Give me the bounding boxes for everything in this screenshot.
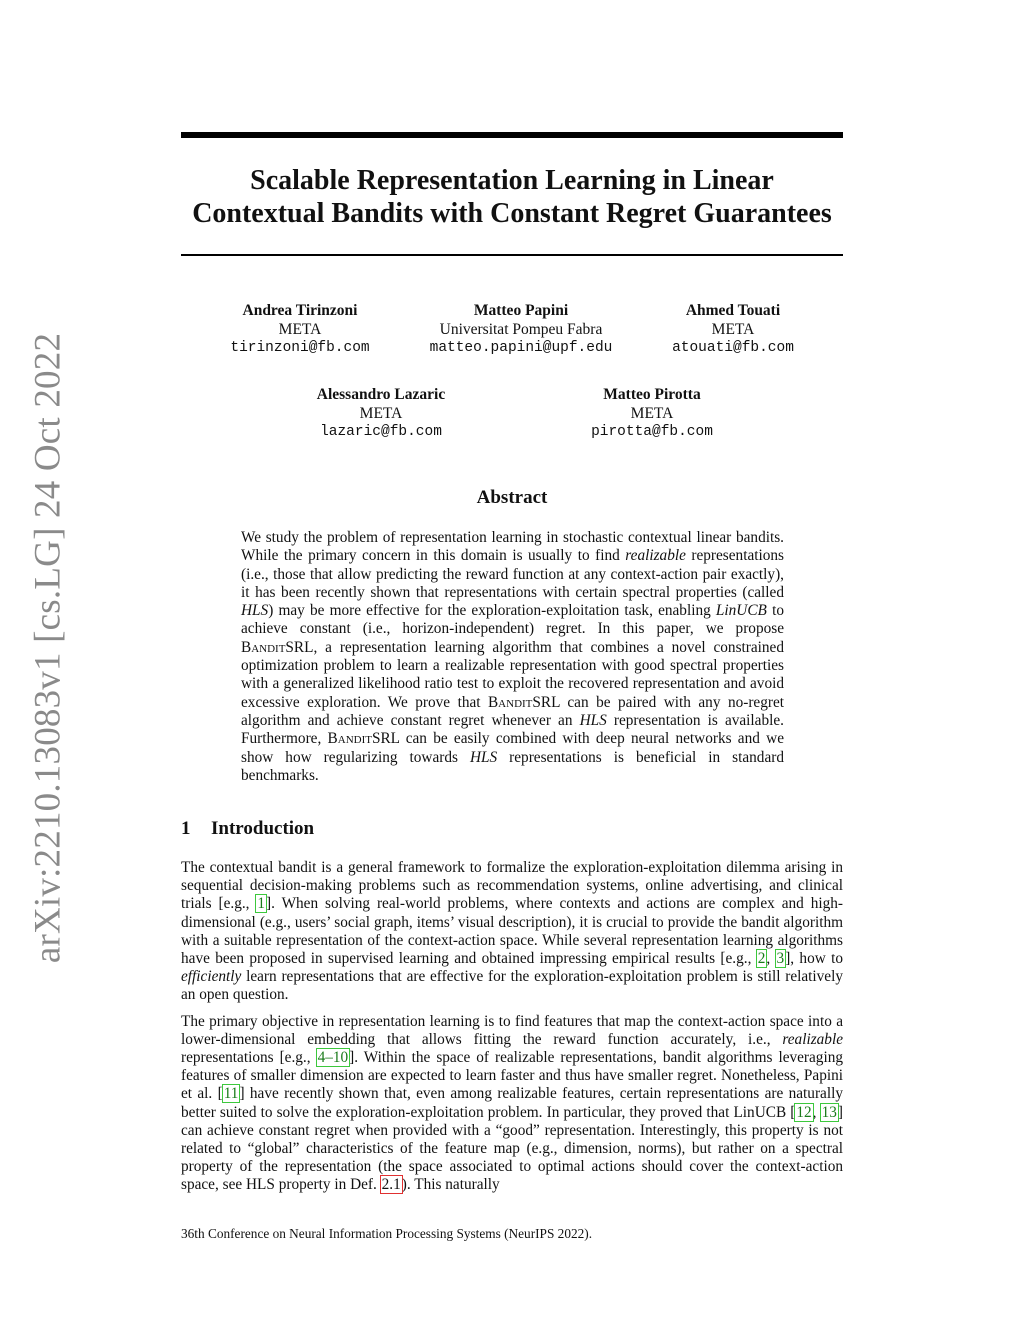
body-paragraph: The primary objective in representation learning is to find features that map the context-action space into a lower-dimensional embedding that allows fitting the reward function accurately, i.e., realizable representations [e.g., 4–10]. Within the space of realizable representations, bandit algorithms leveraging features of smaller dimension are expected to learn faster and thus have smaller regret. Nonetheless, Papini et al. [11] have recently shown that, even among realizable features, certain representations are naturally better suited to solve the exploration-exploitation problem. In particular, they proved that LinUCB [12, 13] can achieve constant regret when provided with a “good” representation. Interestingly, this property is not related to “global” characteristics of the feature map (e.g., dimension, norms), but rather on a spectral property of the representation (the space associated to optimal actions should cover the context-action space, see HLS property in Def. 2.1). This naturally	[181, 1012, 844, 1194]
author-block: Andrea Tirinzoni META tirinzoni@fb.com	[230, 302, 370, 356]
title-top-rule	[181, 132, 843, 138]
title-bottom-rule	[181, 254, 843, 256]
citation-link[interactable]: 2	[757, 950, 766, 968]
introduction-body	[181, 859, 843, 1203]
section-heading	[181, 818, 843, 840]
citation-link[interactable]: 11	[223, 1085, 239, 1103]
abstract-heading: Abstract	[476, 487, 548, 508]
arxiv-sidebar	[18, 332, 78, 963]
citation-link[interactable]: 12	[796, 1103, 812, 1121]
citation-link[interactable]: 3	[776, 950, 785, 968]
section-title: Introduction	[211, 818, 315, 839]
conference-footnote: 36th Conference on Neural Information Processing Systems (NeurIPS 2022).	[181, 1226, 593, 1241]
arxiv-identifier: arXiv:2210.13083v1 [cs.LG] 24 Oct 2022	[27, 332, 69, 963]
body-paragraph: The contextual bandit is a general framework to formalize the exploration-exploitation dilemma arising in sequential decision-making problems such as recommendation systems, online advertising, and clinical trials [e.g., 1]. When solving real-world problems, where contexts and actions are complex and high-dimensional (e.g., users’ social graph, items’ visual description), it is crucial to provide the bandit algorithm with a suitable representation of the context-action space. While several representation learning algorithms have been proposed in supervised learning and obtained impressing empirical results [e.g., 2, 3], how to efficiently learn representations that are effective for the exploration-exploitation problem is still relatively an open question.	[181, 859, 843, 1004]
definition-link[interactable]: 2.1	[381, 1176, 401, 1194]
author-block: Ahmed Touati META atouati@fb.com	[672, 302, 794, 356]
author-block: Matteo Papini Universitat Pompeu Fabra matteo.papini@upf.edu	[429, 302, 613, 356]
abstract-paragraph: We study the problem of representation learning in stochastic contextual linear bandits. While the primary concern in this domain is usually to find realizable representations (i.e., those that allow predicting the reward function at any context-action pair exactly), it has been recently shown that representations with certain spectral properties (called HLS) may be more effective for the exploration-exploitation task, enabling LinUCB to achieve constant (i.e., horizon-independent) regret. In this paper, we propose BanditSRL, a representation learning algorithm that combines a novel constrained optimization problem to learn a realizable representation with good spectral properties with a generalized likelihood ratio test to exploit the recovered representation and avoid excessive exploration. We prove that BanditSRL can be paired with any no-regret algorithm and achieve constant regret whenever an HLS representation is available. Furthermore, BanditSRL can be easily combined with deep neural networks and we show how regularizing towards HLS representations is beneficial in standard benchmarks.	[241, 529, 784, 784]
citation-link[interactable]: 1	[257, 895, 266, 913]
paper-title: Scalable Representation Learning in Linear Contextual Bandits with Constant Regret Guarantees	[192, 165, 832, 229]
citation-link[interactable]: 4–10	[317, 1049, 349, 1067]
abstract-body	[241, 529, 784, 785]
citation-link[interactable]: 13	[821, 1103, 837, 1121]
author-block: Matteo Pirotta META pirotta@fb.com	[591, 386, 713, 440]
author-block: Alessandro Lazaric META lazaric@fb.com	[316, 386, 446, 440]
section-number: 1	[181, 818, 191, 839]
